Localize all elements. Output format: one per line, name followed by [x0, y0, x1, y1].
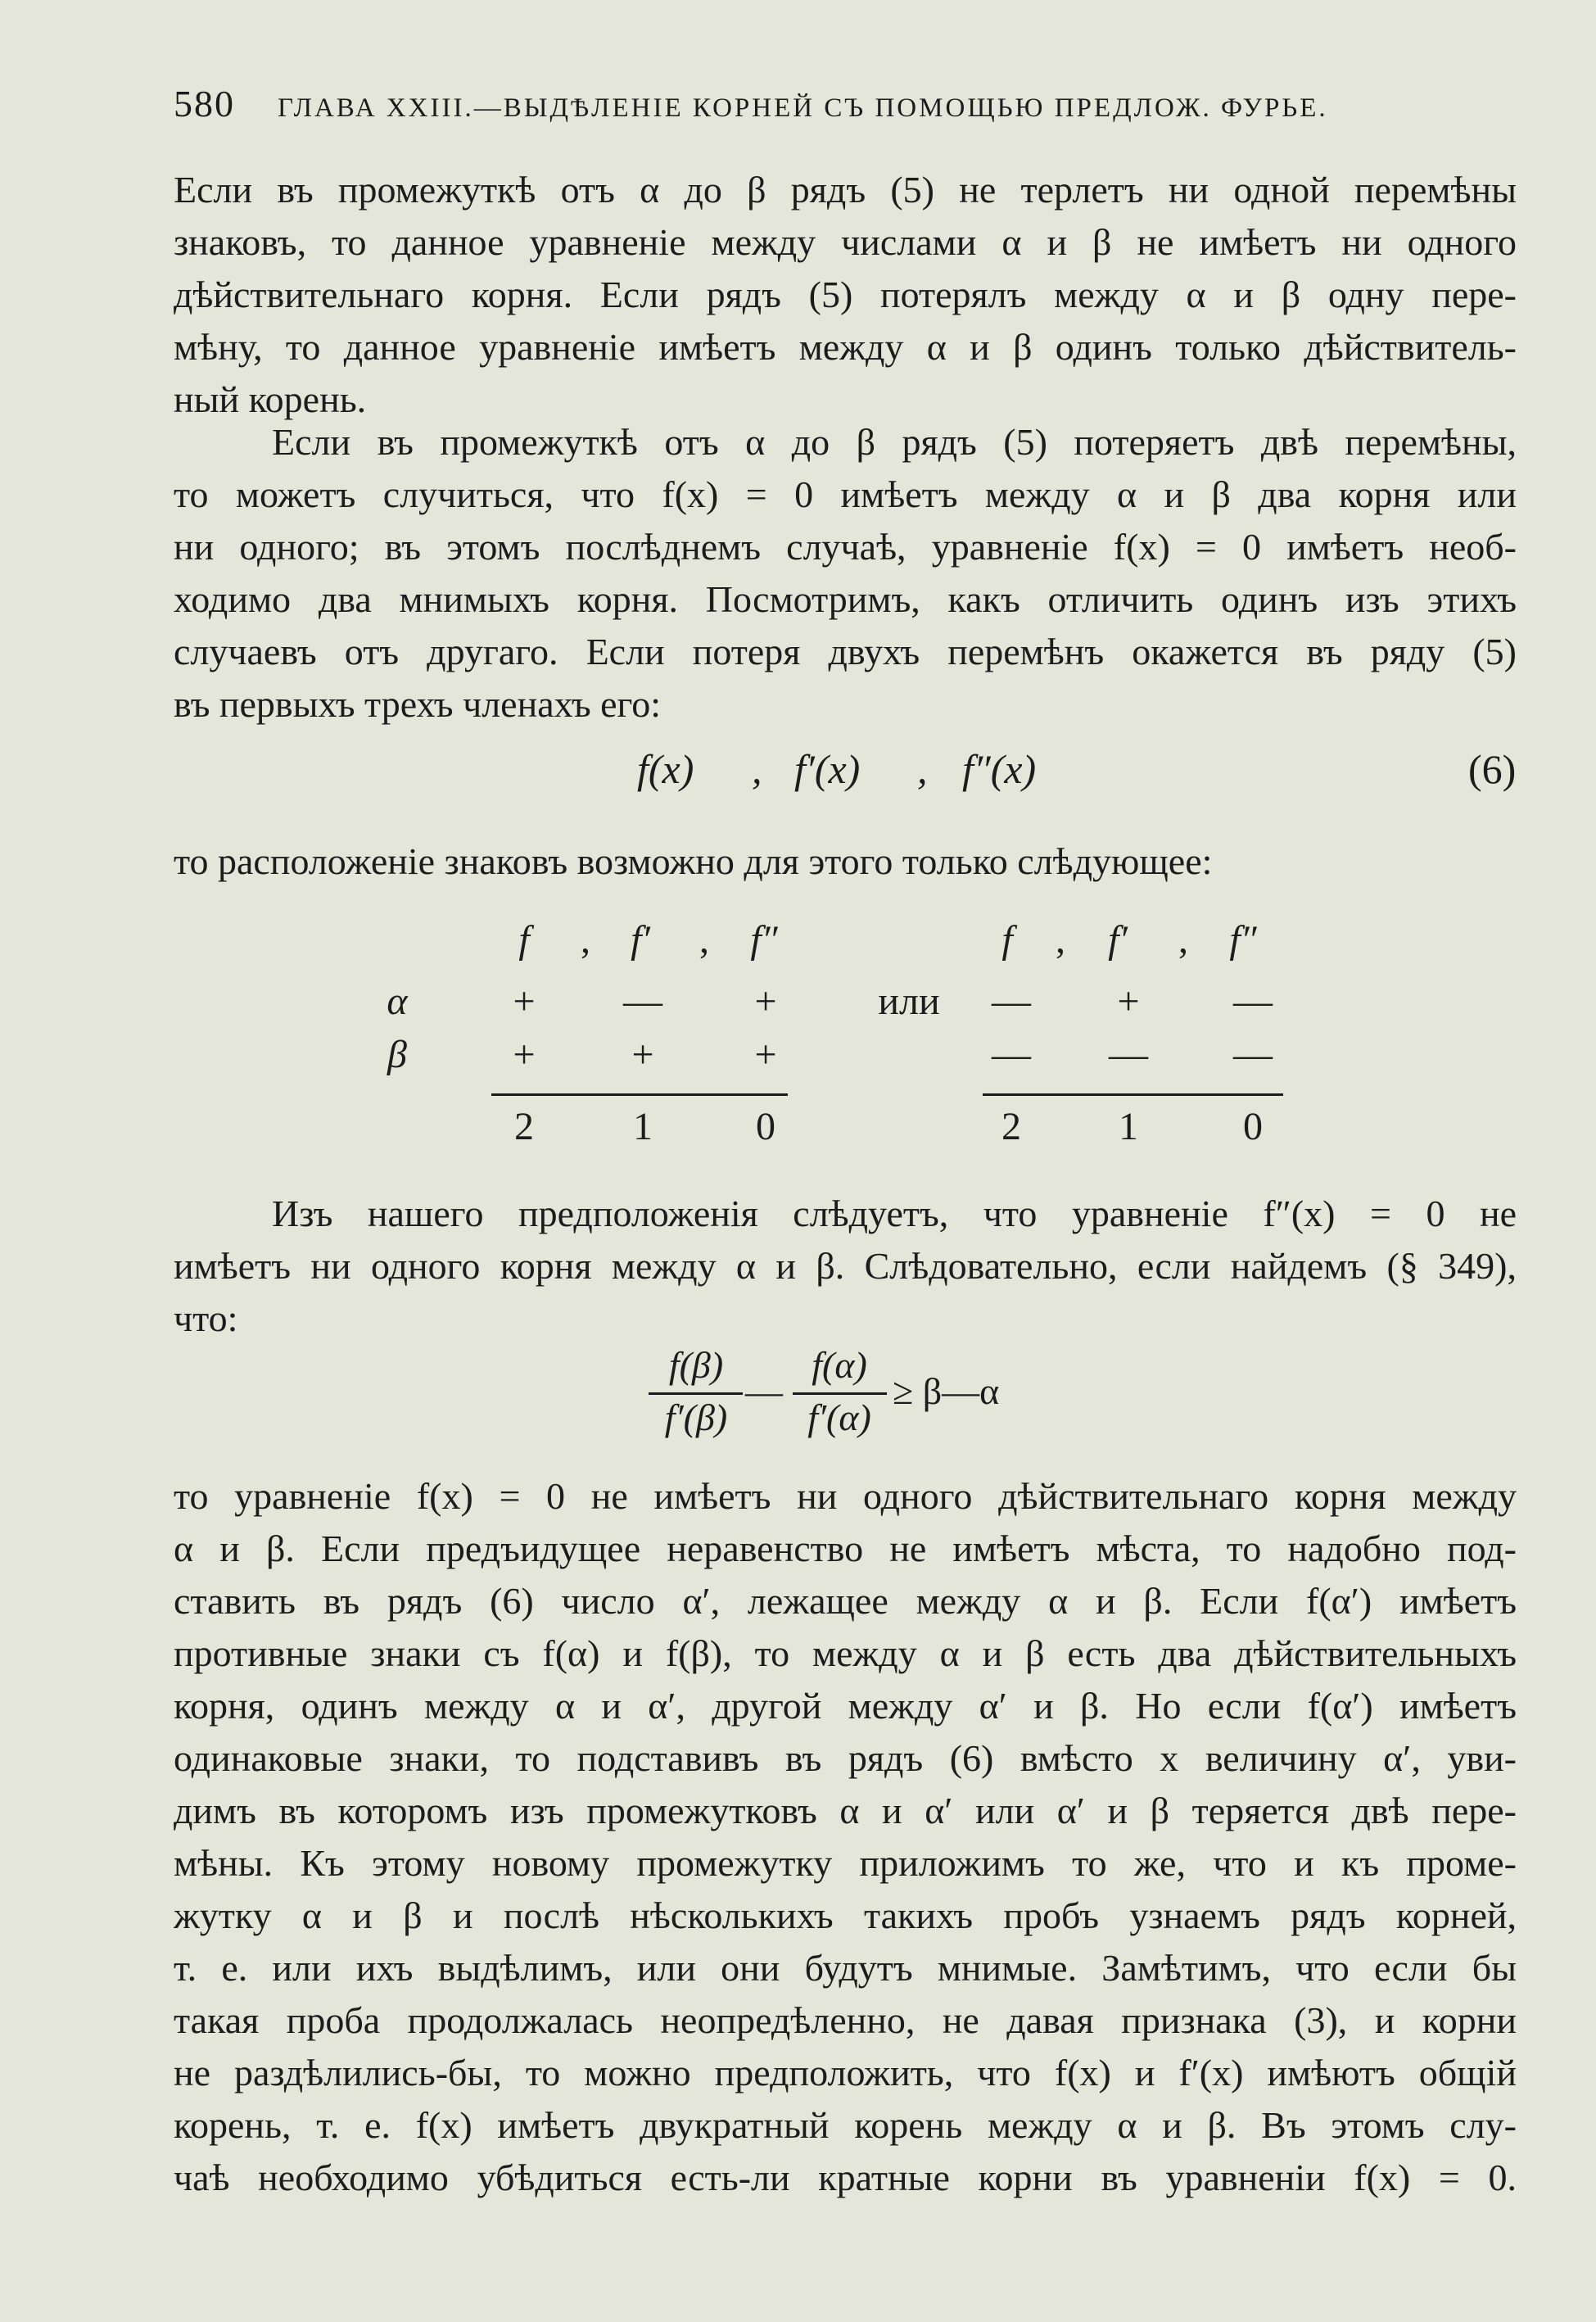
sign-cell: +: [513, 1033, 536, 1076]
page-header: [174, 82, 1418, 125]
sign-cell: +: [754, 1033, 777, 1076]
header-f: f: [1001, 918, 1013, 962]
inequality: [0, 1343, 1596, 1466]
fraction-2-bar: [793, 1392, 887, 1395]
text-line: то уравненіе f(x) = 0 не имѣетъ ни одного дѣйствительнаго корня между: [174, 1475, 1517, 1517]
fraction-1-bar: [649, 1392, 743, 1395]
text-line: одинаковые знаки, то подставивъ въ рядъ (6) вмѣсто x величину α′, уви-: [174, 1737, 1517, 1779]
text-line: ный корень.: [174, 378, 367, 420]
sign-cell: —: [992, 1033, 1031, 1076]
text-line: ни одного; въ этомъ послѣднемъ случаѣ, уравненіе f(x) = 0 имѣетъ необ-: [174, 526, 1517, 568]
header-comma: ,: [1056, 918, 1065, 962]
sign-cell: +: [513, 980, 536, 1023]
text-line: что:: [174, 1297, 238, 1339]
paragraph-1: [174, 164, 1517, 426]
minus-sign: —: [745, 1370, 783, 1412]
connector-or: или: [878, 980, 940, 1023]
fraction-2-denominator: f′(α): [807, 1396, 871, 1438]
text-line: Если въ промежуткѣ отъ α до β рядъ (5) потеряетъ двѣ перемѣны,: [272, 421, 1517, 463]
count-cell: 2: [1001, 1105, 1021, 1148]
row-label-beta: β: [387, 1033, 407, 1076]
eq-term: f″(x): [962, 746, 1037, 792]
header-comma: ,: [581, 918, 590, 962]
text-line: α и β. Если предъидущее неравенство не имѣетъ мѣста, то надобно под-: [174, 1528, 1517, 1569]
header-f: f: [518, 918, 530, 962]
sign-cell: +: [754, 980, 777, 1023]
text-line: не раздѣлились-бы, то можно предположить, что f(x) и f′(x) имѣютъ общій: [174, 2052, 1517, 2093]
header-f-prime: f′: [631, 918, 650, 962]
text-line: Изъ нашего предположенія слѣдуетъ, что уравненіе f″(x) = 0 не: [272, 1193, 1517, 1234]
count-cell: 1: [1119, 1105, 1138, 1148]
sign-cell: —: [1233, 980, 1273, 1023]
fraction-1-numerator: f(β): [668, 1344, 724, 1386]
text-line: такая проба продолжалась неопредѣленно, не давая признака (3), и корни: [174, 1999, 1517, 2041]
count-cell: 2: [514, 1105, 534, 1148]
eq-separator: ,: [917, 746, 928, 792]
equation-6: [0, 745, 1596, 803]
text-line: то расположеніе знаковъ возможно для этого только слѣдующее:: [174, 840, 1213, 882]
paragraph-2: [174, 416, 1517, 731]
paragraph-3: [174, 835, 1517, 888]
text-line: корень, т. е. f(x) имѣетъ двукратный корень между α и β. Въ этомъ слу-: [174, 2104, 1517, 2146]
text-line: дѣйствительнаго корня. Если рядъ (5) потерялъ между α и β одну пере-: [174, 274, 1517, 315]
equation-number: (6): [1468, 746, 1517, 792]
count-cell: 0: [1243, 1105, 1263, 1148]
text-line: то можетъ случиться, что f(x) = 0 имѣетъ между α и β два корня или: [174, 473, 1517, 515]
sign-cell: +: [631, 1033, 654, 1076]
header-f-double-prime: f″: [1229, 918, 1257, 962]
text-line: мѣну, то данное уравненіе имѣетъ между α и β одинъ только дѣйствитель-: [174, 326, 1517, 368]
eq-term: f(x): [637, 746, 694, 792]
sign-cell: —: [1233, 1033, 1273, 1076]
count-cell: 1: [633, 1105, 653, 1148]
sign-cell: —: [623, 980, 662, 1023]
fraction-1-denominator: f′(β): [664, 1396, 728, 1438]
eq-separator: ,: [752, 746, 762, 792]
text-line: ставить въ рядъ (6) число α′, лежащее между α и β. Если f(α′) имѣетъ: [174, 1580, 1517, 1622]
text-line: имѣетъ ни одного корня между α и β. Слѣдовательно, если найдемъ (§ 349),: [174, 1245, 1517, 1287]
text-line: димъ въ которомъ изъ промежутковъ α и α′ или α′ и β теряется двѣ пере-: [174, 1790, 1517, 1831]
paragraph-5: [174, 1470, 1517, 2204]
text-line: знаковъ, то данное уравненіе между числами α и β не имѣетъ ни одного: [174, 221, 1517, 263]
header-f-prime: f′: [1108, 918, 1128, 962]
sign-cell: —: [1109, 1033, 1148, 1076]
sign-cell: —: [992, 980, 1031, 1023]
paragraph-4: [174, 1188, 1517, 1345]
running-title: ГЛАВА XXIII.—ВЫДѢЛЕНІЕ КОРНЕЙ СЪ ПОМОЩЬЮ ПРЕДЛОЖ. ФУРЬЕ.: [278, 93, 1328, 123]
text-line: мѣны. Къ этому новому промежутку приложимъ то же, что и къ проме-: [174, 1842, 1517, 1884]
header-comma: ,: [1178, 918, 1188, 962]
page-number: 580: [174, 83, 235, 124]
sign-table: [0, 917, 1596, 1163]
text-line: ходимо два мнимыхъ корня. Посмотримъ, какъ отличить одинъ изъ этихъ: [174, 578, 1517, 620]
header-comma: ,: [699, 918, 709, 962]
inequality-rhs: ≥ β—α: [893, 1370, 1000, 1412]
eq-term: f′(x): [794, 746, 861, 792]
text-line: Если въ промежуткѣ отъ α до β рядъ (5) не терлетъ ни одной перемѣны: [174, 169, 1517, 210]
text-line: чаѣ необходимо убѣдиться есть-ли кратные корни въ уравненіи f(x) = 0.: [174, 2157, 1517, 2198]
header-f-double-prime: f″: [750, 918, 778, 962]
text-line: случаевъ отъ другаго. Если потеря двухъ перемѣнъ окажется въ ряду (5): [174, 631, 1517, 672]
fraction-2-numerator: f(α): [812, 1344, 867, 1386]
text-line: жутку α и β и послѣ нѣсколькихъ такихъ пробъ узнаемъ рядъ корней,: [174, 1894, 1517, 1936]
sign-cell: +: [1117, 980, 1140, 1023]
text-line: въ первыхъ трехъ членахъ его:: [174, 683, 662, 725]
sum-rule-left: [491, 1093, 788, 1096]
text-line: противные знаки съ f(α) и f(β), то между α и β есть два дѣйствительныхъ: [174, 1632, 1517, 1674]
row-label-alpha: α: [387, 980, 408, 1023]
text-line: т. е. или ихъ выдѣлимъ, или они будутъ мнимые. Замѣтимъ, что если бы: [174, 1947, 1517, 1989]
count-cell: 0: [756, 1105, 775, 1148]
text-line: корня, одинъ между α и α′, другой между α′ и β. Но если f(α′) имѣетъ: [174, 1685, 1517, 1727]
sum-rule-right: [983, 1093, 1283, 1096]
